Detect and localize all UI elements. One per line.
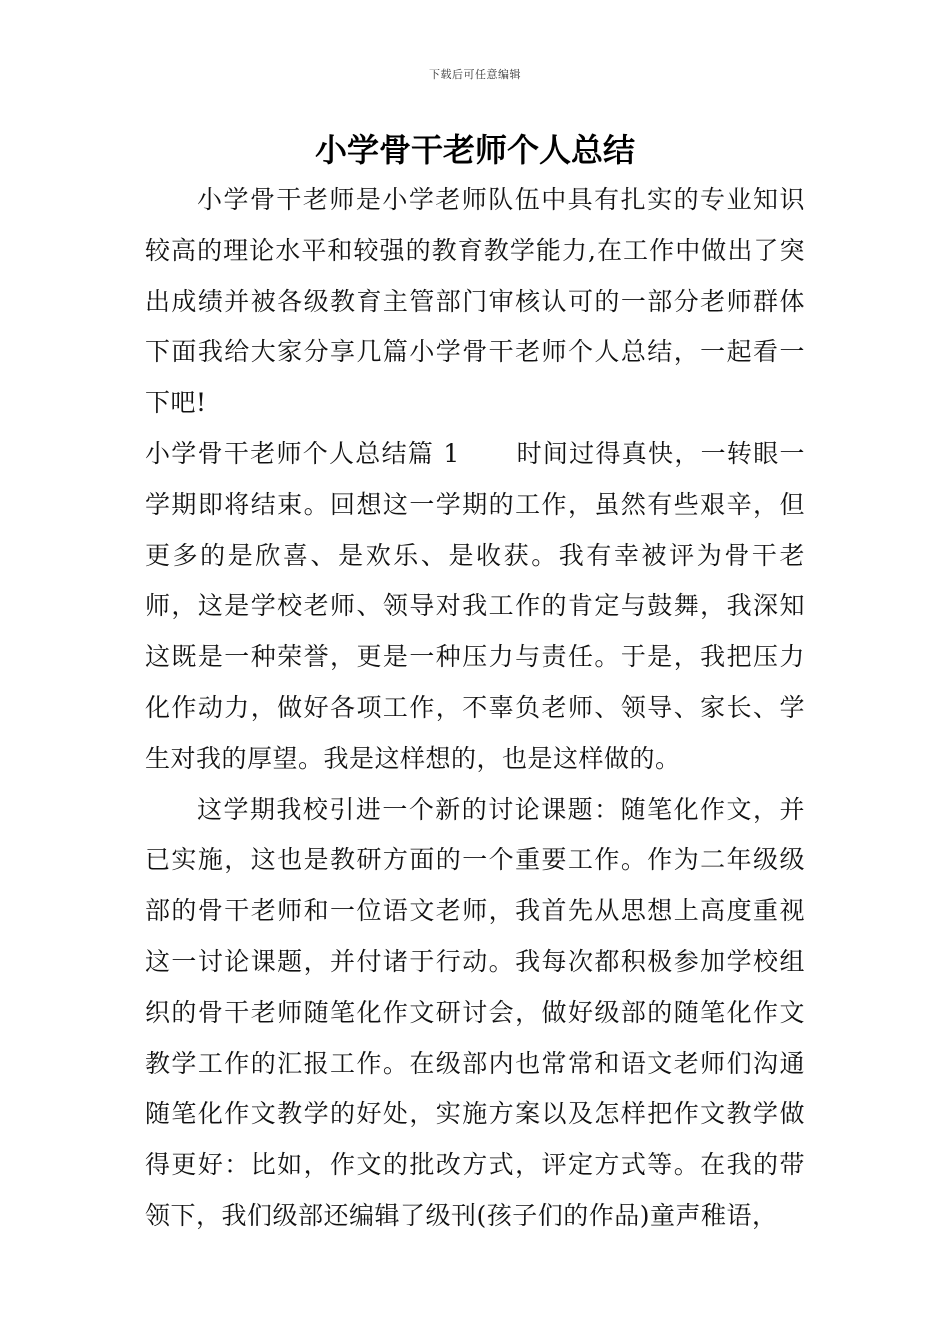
section-1-paragraph <box>145 429 805 785</box>
section-1-paragraph-2: 这学期我校引进一个新的讨论课题：随笔化作文，并已实施，这也是教研方面的一个重要工作。作为二年级级部的骨干老师和一位语文老师，我首先从思想上高度重视这一讨论课题，并付诸于行动。我每次都积极参加学校组织的骨干老师随笔化作文研讨会，做好级部的随笔化作文教学工作的汇报工作。在级部内也常常和语文老师们沟通随笔化作文教学的好处，实施方案以及怎样把作文教学做得更好：比如，作文的批改方式，评定方式等。在我的带领下，我们级部还编辑了级刊(孩子们的作品)童声稚语， <box>145 794 805 1230</box>
header-note: 下载后可任意编辑 <box>429 68 521 81</box>
document-title: 小学骨干老师个人总结 <box>314 131 635 169</box>
intro-paragraph: 小学骨干老师是小学老师队伍中具有扎实的专业知识较高的理论水平和较强的教育教学能力,在工作中做出了突出成绩并被各级教育主管部门审核认可的一部分老师群体下面我给大家分享几篇小学骨干老师个人总结，一起看一下吧! <box>145 185 805 418</box>
section-1-paragraph-1-text: 时间过得真快，一转眼一学期即将结束。回想这一学期的工作，虽然有些艰辛，但更多的是欣喜、是欢乐、是收获。我有幸被评为骨干老师，这是学校老师、领导对我工作的肯定与鼓舞，我深知这既是一种荣誉，更是一种压力与责任。于是，我把压力化作动力，做好各项工作，不辜负老师、领导、家长、学生对我的厚望。我是这样想的，也是这样做的。 <box>145 438 805 773</box>
section-1-heading: 小学骨干老师个人总结篇 1 <box>145 438 460 468</box>
document-body <box>145 175 805 1242</box>
